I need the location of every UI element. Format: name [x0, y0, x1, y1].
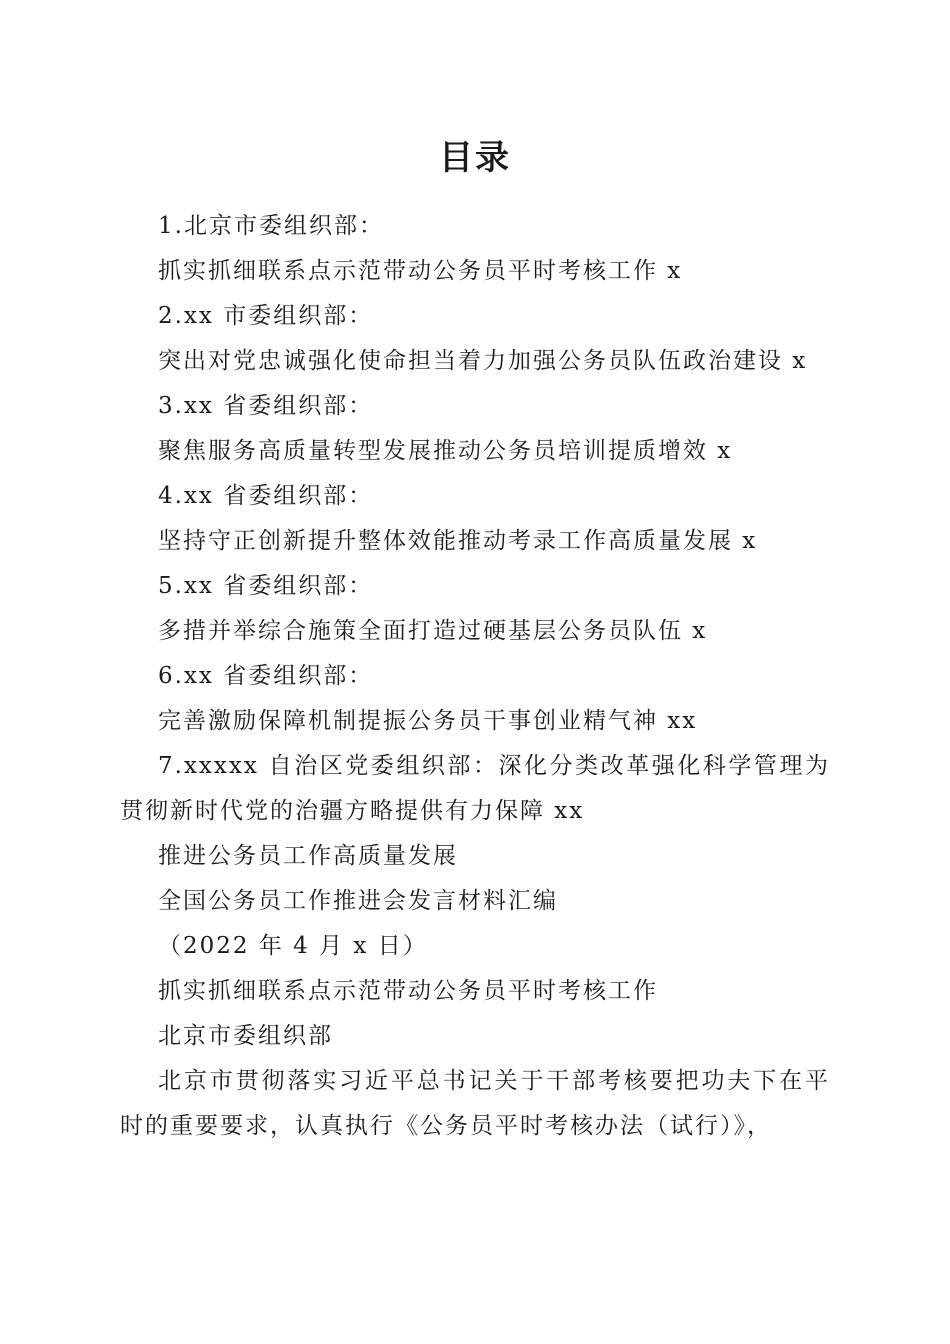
toc-line: 3.xx 省委组织部： — [158, 393, 374, 419]
toc-line: 多措并举综合施策全面打造过硬基层公务员队伍 x — [158, 618, 708, 644]
author-line: 北京市委组织部 — [158, 1023, 333, 1049]
toc-line: 5.xx 省委组织部： — [158, 573, 374, 599]
toc-line: 坚持守正创新提升整体效能推动考录工作高质量发展 x — [158, 528, 758, 554]
heading-line: 推进公务员工作高质量发展 — [158, 843, 458, 869]
toc-line: 完善激励保障机制提振公务员干事创业精气神 xx — [158, 708, 698, 734]
toc-line: 2.xx 市委组织部： — [158, 303, 374, 329]
page-title: 目录 — [439, 138, 511, 178]
toc-line: 突出对党忠诚强化使命担当着力加强公务员队伍政治建设 x — [158, 348, 808, 374]
document-body — [120, 204, 830, 1149]
body-paragraph: 北京市贯彻落实习近平总书记关于干部考核要把功夫下在平时的重要要求，认真执行《公务员平时考核办法（试行）》， — [120, 1068, 830, 1139]
date-line: （2022 年 4 月 x 日） — [158, 933, 428, 959]
toc-line: 6.xx 省委组织部： — [158, 663, 374, 689]
heading-line: 全国公务员工作推进会发言材料汇编 — [158, 888, 558, 914]
toc-line: 1.北京市委组织部： — [158, 213, 384, 239]
heading-line: 抓实抓细联系点示范带动公务员平时考核工作 — [158, 978, 658, 1004]
toc-line: 4.xx 省委组织部： — [158, 483, 374, 509]
toc-item-7: 7.xxxxx 自治区党委组织部：深化分类改革强化科学管理为贯彻新时代党的治疆方略提供有力保障 xx — [120, 753, 830, 824]
toc-line: 抓实抓细联系点示范带动公务员平时考核工作 x — [158, 258, 683, 284]
toc-line: 聚焦服务高质量转型发展推动公务员培训提质增效 x — [158, 438, 733, 464]
